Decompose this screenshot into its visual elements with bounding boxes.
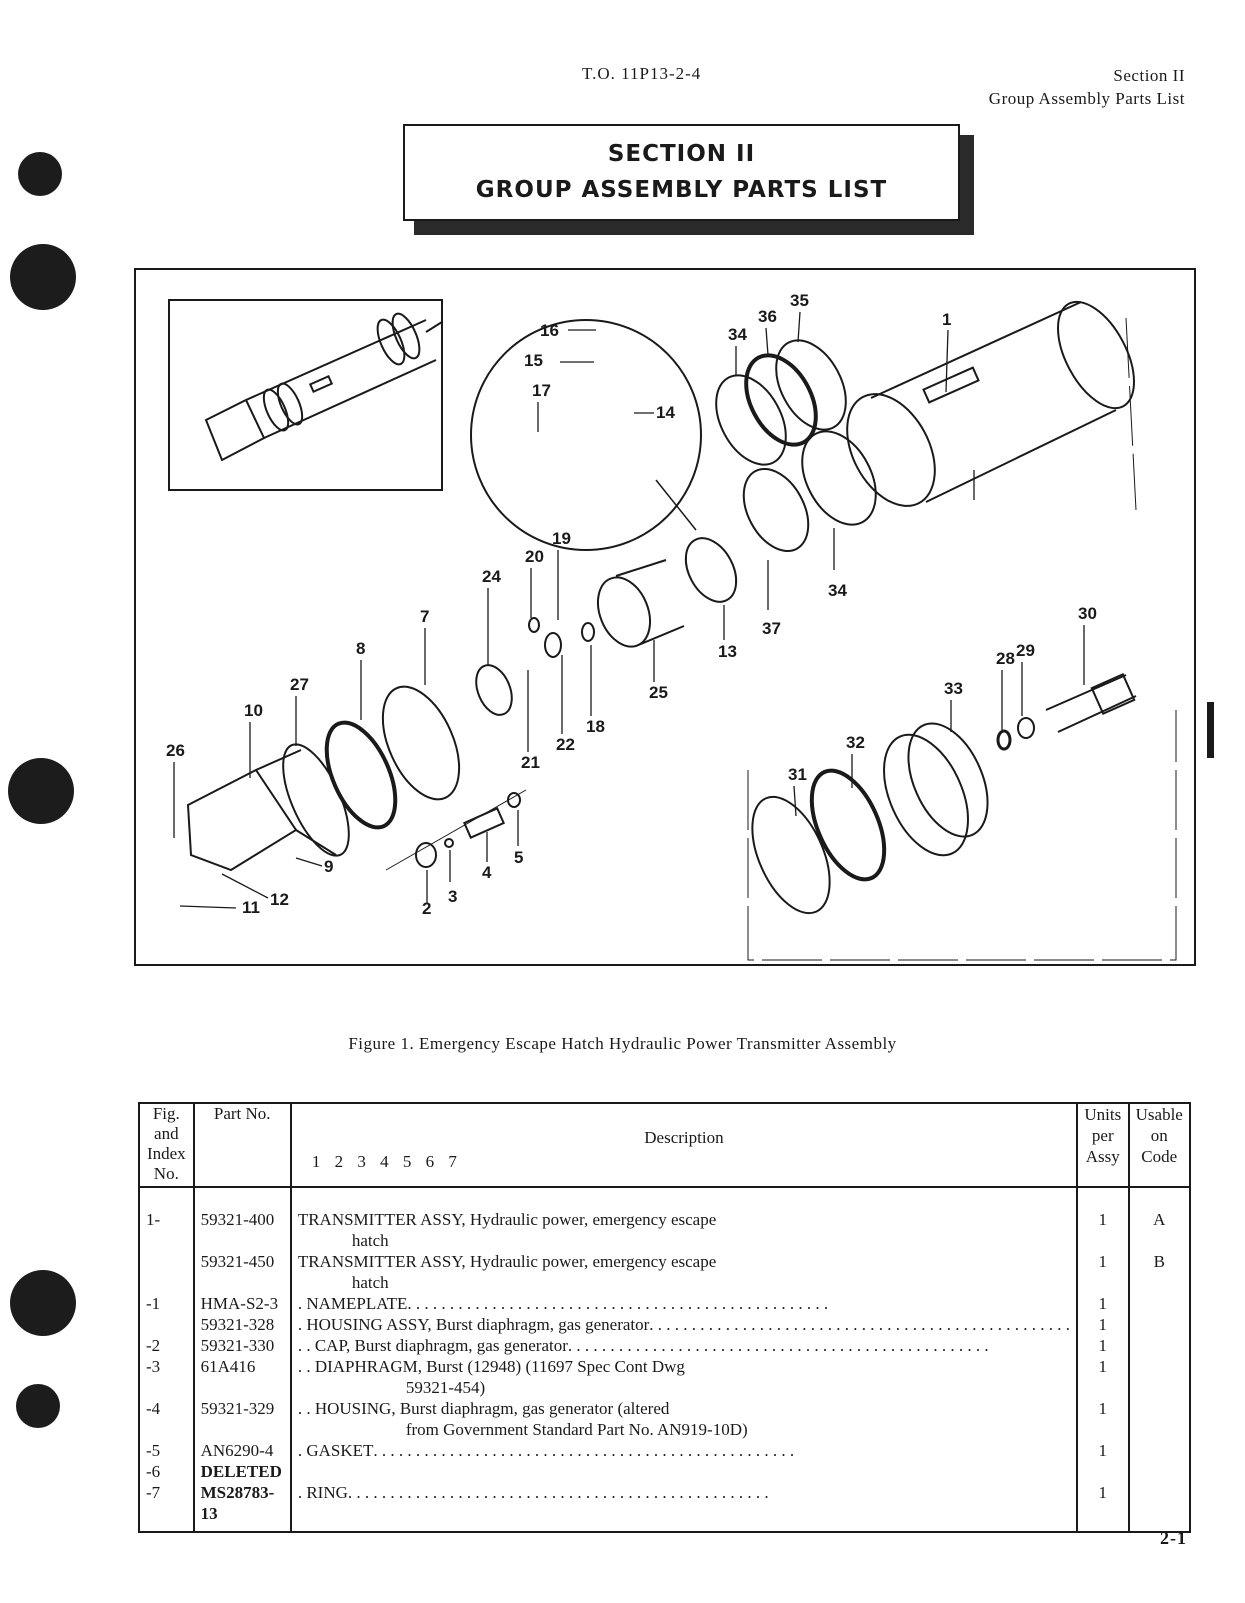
page-number: 2-1 — [1160, 1528, 1187, 1548]
callout: 12 — [270, 890, 289, 909]
callout: 1 — [942, 310, 952, 329]
units-value: 1 — [1098, 1336, 1108, 1355]
cell-usable-on-code — [1129, 1314, 1191, 1335]
cell-units-per-assy — [1077, 1314, 1128, 1335]
header-part-no: Part No. — [194, 1103, 291, 1187]
cell-description — [291, 1251, 1077, 1293]
units-value: 1 — [1098, 1441, 1108, 1460]
callout: 10 — [244, 701, 263, 720]
description-line — [298, 1314, 1070, 1335]
binder-hole — [10, 1270, 76, 1336]
callout: 27 — [290, 675, 309, 694]
indent-dots: . . — [297, 1357, 315, 1376]
table-header-row — [139, 1103, 1190, 1187]
o-ring-34 — [702, 364, 800, 477]
callout: 22 — [556, 735, 575, 754]
part-number-value: 59321-328 — [200, 1315, 275, 1334]
callout: 7 — [420, 607, 430, 626]
gasket-5 — [508, 793, 520, 807]
ring-27 — [998, 731, 1010, 749]
table-row — [139, 1187, 1190, 1209]
fig-index-value: -6 — [146, 1462, 161, 1481]
cell-usable-on-code — [1129, 1251, 1191, 1293]
header-code-line3: Code — [1141, 1147, 1178, 1166]
cell-usable-on-code — [1129, 1461, 1191, 1482]
description-text — [298, 1482, 348, 1503]
figure-caption: Figure 1. Emergency Escape Hatch Hydraulic Power Transmitter Assembly — [348, 1034, 897, 1053]
description-value: NAMEPLATE — [306, 1294, 408, 1313]
cell-fig-index — [139, 1356, 194, 1398]
cell-usable-on-code — [1129, 1398, 1191, 1440]
ring-18 — [582, 623, 594, 641]
cell-units-per-assy — [1077, 1209, 1128, 1251]
cell-fig-index — [139, 1314, 194, 1335]
section-header-line1: Section II — [1113, 66, 1185, 85]
code-value: B — [1153, 1252, 1165, 1271]
section-header-line2: Group Assembly Parts List — [988, 89, 1185, 108]
header-code-line1: Usable — [1135, 1105, 1183, 1124]
callout: 31 — [788, 765, 807, 784]
technical-order-number: T.O. 11P13-2-4 — [582, 64, 702, 83]
packing-35 — [732, 344, 830, 457]
code-value: A — [1153, 1210, 1166, 1229]
housing-26 — [188, 735, 362, 870]
part-number-value: DELETED — [200, 1462, 282, 1481]
cell-description — [291, 1398, 1077, 1440]
cell-part-no — [194, 1251, 291, 1293]
description-line — [298, 1209, 1070, 1230]
part-number-value: MS28783-13 — [200, 1483, 275, 1523]
units-value: 1 — [1098, 1357, 1108, 1376]
cell-units-per-assy — [1077, 1293, 1128, 1314]
cell-usable-on-code — [1129, 1335, 1191, 1356]
assembled-transmitter-illustration — [206, 310, 442, 460]
binder-hole — [10, 244, 76, 310]
indent-dots: . — [297, 1315, 307, 1334]
description-value: HOUSING, Burst diaphragm, gas generator (altered — [314, 1399, 670, 1418]
description-text — [298, 1440, 374, 1461]
units-value: 1 — [1098, 1483, 1108, 1502]
table-row — [139, 1251, 1190, 1293]
ball-3 — [445, 839, 453, 847]
callout: 2 — [422, 899, 432, 918]
callout: 25 — [649, 683, 668, 702]
section-title-line1: SECTION II — [607, 141, 756, 167]
table-row — [139, 1356, 1190, 1398]
nut-32 — [867, 711, 1003, 868]
description-value: CAP, Burst diaphragm, gas generator — [314, 1336, 568, 1355]
description-continuation: hatch — [351, 1273, 389, 1292]
header-units-per-assy — [1077, 1103, 1128, 1187]
header-usable-on-code — [1129, 1103, 1191, 1187]
detail-magnified-circle — [471, 320, 701, 550]
cell-fig-index — [139, 1335, 194, 1356]
cell-usable-on-code — [1129, 1293, 1191, 1314]
callout: 37 — [762, 619, 781, 638]
table-row — [139, 1293, 1190, 1314]
header-units-line1: Units — [1084, 1105, 1122, 1124]
cell-units-per-assy — [1077, 1440, 1128, 1461]
cell-description — [291, 1314, 1077, 1335]
thumb-tab-mark — [1207, 702, 1214, 758]
piston-24 — [588, 560, 684, 654]
callout: 24 — [482, 567, 501, 586]
leader-dots — [348, 1482, 1070, 1503]
description-line — [298, 1251, 1070, 1272]
callout: 13 — [718, 642, 737, 661]
cell-fig-index — [139, 1461, 194, 1482]
cylinder-37 — [829, 290, 1149, 521]
description-value: DIAPHRAGM, Burst (12948) (11697 Spec Cont Dwg — [314, 1357, 685, 1376]
cell-fig-index — [139, 1482, 194, 1524]
description-line — [298, 1335, 1070, 1356]
callout: 14 — [656, 403, 675, 422]
callout: 8 — [356, 639, 366, 658]
table-row — [139, 1209, 1190, 1251]
callout: 35 — [790, 291, 809, 310]
table-row — [139, 1524, 1190, 1532]
cell-description — [291, 1356, 1077, 1398]
cell-units-per-assy — [1077, 1461, 1128, 1482]
description-line — [298, 1440, 1070, 1461]
description-text — [298, 1314, 649, 1335]
leader-dots — [407, 1293, 1070, 1314]
cell-part-no — [194, 1398, 291, 1440]
fig-index-value: 1- — [146, 1210, 161, 1229]
callout: 21 — [521, 753, 540, 772]
description-value: HOUSING ASSY, Burst diaphragm, gas generator — [306, 1315, 650, 1334]
seal-36 — [731, 458, 822, 562]
part-number-value: 59321-329 — [200, 1399, 275, 1418]
cell-units-per-assy — [1077, 1356, 1128, 1398]
description-continuation: from Government Standard Part No. AN919-10D) — [405, 1420, 748, 1439]
cell-usable-on-code — [1129, 1209, 1191, 1251]
cell-description — [291, 1440, 1077, 1461]
description-text — [298, 1335, 568, 1356]
table-row — [139, 1398, 1190, 1440]
header-indent-numbers: 1 2 3 4 5 6 7 — [311, 1152, 462, 1171]
cell-part-no — [194, 1482, 291, 1524]
leader-lines — [174, 312, 1084, 908]
section-header — [989, 64, 1185, 110]
fig-index-value: -1 — [146, 1294, 161, 1313]
description-text — [298, 1356, 685, 1377]
cap-23 — [469, 660, 518, 720]
callout: 34 — [828, 581, 847, 600]
header-fig-line2: Index No. — [146, 1144, 186, 1183]
cell-description — [291, 1293, 1077, 1314]
section-title-box — [403, 124, 960, 221]
packing-8 — [313, 712, 410, 837]
units-value: 1 — [1098, 1399, 1108, 1418]
part-number-value: 59321-330 — [200, 1336, 275, 1355]
cell-units-per-assy — [1077, 1335, 1128, 1356]
cell-part-no — [194, 1293, 291, 1314]
header-fig-line1: Fig. and — [152, 1104, 180, 1143]
callout: 11 — [242, 898, 260, 917]
description-value: TRANSMITTER ASSY, Hydraulic power, emergency escape — [297, 1210, 717, 1229]
callout: 9 — [324, 857, 334, 876]
fig-index-value: -7 — [146, 1483, 161, 1502]
callout: 16 — [540, 321, 559, 340]
ring-20 — [529, 618, 539, 632]
description-continuation: hatch — [351, 1231, 389, 1250]
part-number-value: 59321-400 — [200, 1210, 275, 1229]
description-line — [298, 1398, 1070, 1419]
callout: 36 — [758, 307, 777, 326]
leader-dots — [568, 1335, 1070, 1356]
leader-dots — [649, 1314, 1070, 1335]
part-number-value: AN6290-4 — [200, 1441, 274, 1460]
binder-hole — [18, 152, 62, 196]
o-ring-34b — [762, 329, 860, 442]
cell-units-per-assy — [1077, 1482, 1128, 1524]
binder-hole — [16, 1384, 60, 1428]
table-row — [139, 1335, 1190, 1356]
callout: 5 — [514, 848, 524, 867]
callout: 26 — [166, 741, 185, 760]
callout: 19 — [552, 529, 571, 548]
callout: 33 — [944, 679, 963, 698]
units-value: 1 — [1098, 1294, 1108, 1313]
cell-fig-index — [139, 1209, 194, 1251]
cell-description — [291, 1209, 1077, 1251]
cell-fig-index — [139, 1440, 194, 1461]
cell-usable-on-code — [1129, 1356, 1191, 1398]
description-text — [298, 1398, 670, 1419]
units-value: 1 — [1098, 1210, 1108, 1229]
cell-part-no — [194, 1314, 291, 1335]
fig-index-value: -4 — [146, 1399, 161, 1418]
description-continuation: 59321-454) — [405, 1378, 486, 1397]
valve-29 — [1046, 674, 1136, 732]
description-text — [298, 1251, 716, 1272]
table-row — [139, 1314, 1190, 1335]
callout: 30 — [1078, 604, 1097, 623]
cell-fig-index — [139, 1293, 194, 1314]
description-line — [298, 1356, 1070, 1377]
fig-index-value: -2 — [146, 1336, 161, 1355]
nut-33 — [787, 419, 890, 537]
description-line — [298, 1482, 1070, 1503]
callout: 34 — [728, 325, 747, 344]
binder-hole — [8, 758, 74, 824]
retainer-13 — [676, 530, 747, 611]
cell-fig-index — [139, 1398, 194, 1440]
indent-dots: . . — [297, 1399, 315, 1418]
cell-description — [291, 1461, 1077, 1482]
description-line — [298, 1293, 1070, 1314]
fig-index-value: -5 — [146, 1441, 161, 1460]
description-text — [298, 1293, 408, 1314]
fig-index-value: -3 — [146, 1357, 161, 1376]
callout: 15 — [524, 351, 543, 370]
parts-list-body — [139, 1187, 1190, 1532]
section-title-line2: GROUP ASSEMBLY PARTS LIST — [475, 177, 888, 203]
exploded-view-drawing — [136, 270, 1194, 964]
callout: 17 — [532, 381, 551, 400]
part-number-value: HMA-S2-3 — [200, 1294, 279, 1313]
header-description — [291, 1103, 1077, 1187]
part-number-value: 61A416 — [200, 1357, 256, 1376]
assembled-view-inset — [169, 300, 442, 490]
small-part-22 — [545, 633, 561, 657]
nut-28 — [1018, 718, 1034, 738]
description-value: TRANSMITTER ASSY, Hydraulic power, emergency escape — [297, 1252, 717, 1271]
table-row — [139, 1482, 1190, 1524]
indent-dots: . . — [297, 1336, 315, 1355]
part-number-value: 59321-450 — [200, 1252, 275, 1271]
header-description-label: Description — [644, 1128, 724, 1147]
description-value: GASKET — [306, 1441, 374, 1460]
callout: 3 — [448, 887, 458, 906]
indent-dots: . — [297, 1294, 307, 1313]
fitting-4 — [464, 808, 503, 837]
header-fig-index — [139, 1103, 194, 1187]
ring-7 — [367, 675, 474, 811]
callout: 20 — [525, 547, 544, 566]
callout: 18 — [586, 717, 605, 736]
indent-dots: . — [297, 1483, 307, 1502]
cell-part-no — [194, 1209, 291, 1251]
units-value: 1 — [1098, 1315, 1108, 1334]
cell-part-no — [194, 1440, 291, 1461]
callout: 4 — [482, 863, 492, 882]
cell-part-no — [194, 1461, 291, 1482]
cell-units-per-assy — [1077, 1251, 1128, 1293]
callout: 29 — [1016, 641, 1035, 660]
leader-dots — [373, 1440, 1070, 1461]
exploded-view-figure — [134, 268, 1196, 966]
description-value: RING — [306, 1483, 348, 1502]
indent-dots: . — [297, 1441, 307, 1460]
callout: 32 — [846, 733, 865, 752]
units-value: 1 — [1098, 1252, 1108, 1271]
description-text — [298, 1209, 716, 1230]
cell-description — [291, 1482, 1077, 1524]
header-code-line2: on — [1150, 1126, 1168, 1145]
cell-usable-on-code — [1129, 1482, 1191, 1524]
cell-part-no — [194, 1356, 291, 1398]
table-row — [139, 1461, 1190, 1482]
cell-usable-on-code — [1129, 1440, 1191, 1461]
callout: 28 — [996, 649, 1015, 668]
cell-fig-index — [139, 1251, 194, 1293]
cell-description — [291, 1335, 1077, 1356]
parts-list-table — [138, 1102, 1191, 1533]
table-row — [139, 1440, 1190, 1461]
header-units-line2: per — [1091, 1126, 1114, 1145]
cell-part-no — [194, 1335, 291, 1356]
cell-units-per-assy — [1077, 1398, 1128, 1440]
header-units-line3: Assy — [1085, 1147, 1120, 1166]
